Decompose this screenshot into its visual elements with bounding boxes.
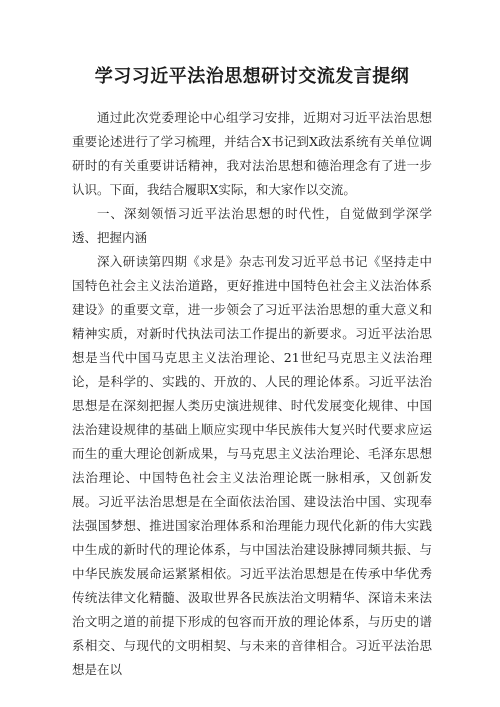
intro-paragraph: 通过此次党委理论中心组学习安排，近期对习近平法治思想重要论述进行了学习梳理，并结合X书记到X政法系统有关单位调研时的有关重要讲话精神，我对法治思想和德治理念有了进一步认识。下面，我结合履职X实际，和大家作以交流。: [72, 110, 432, 197]
section-heading: 一、深刻领悟习近平法治思想的时代性，自觉做到学深学透、把握内涵: [72, 206, 432, 245]
body-paragraph: 深入研读第四期《求是》杂志刊发习近平总书记《坚持走中国特色社会主义法治道路，更好推进中国特色社会主义法治体系建设》的重要文章，进一步领会了习近平法治思想的重大意义和精神实质，对新时代执法司法工作提出的新要求。习近平法治思想是当代中国马克思主义法治理论、21世纪马克思主义法治理论，是科学的、实践的、开放的、人民的理论体系。习近平法治思想是在深刻把握人类历史演进规律、时代发展变化规律、中国法治建设规律的基础上顺应实现中华民族伟大复兴时代要求应运而生的重大理论创新成果，与马克思主义法治理论、毛泽东思想法治理论、中国特色社会主义法治理论既一脉相承，又创新发展。习近平法治思想是在全面依法治国、建设法治中国、实现奉法强国梦想、推进国家治理体系和治理能力现代化新的伟大实践中生成的新时代的理论体系，与中国法治建设脉搏同频共振、与中华民族发展命运紧紧相依。习近平法治思想是在传承中华优秀传统法律文化精髓、汲取世界各民族法治文明精华、深谙未来法治文明之道的前提下形成的包容而开放的理论体系，与历史的谱系相交、与现代的文明相契、与未来的音律相合。习近平法治思想是在以: [72, 254, 432, 677]
document-title: 学习习近平法治思想研讨交流发言提纲: [94, 66, 410, 87]
